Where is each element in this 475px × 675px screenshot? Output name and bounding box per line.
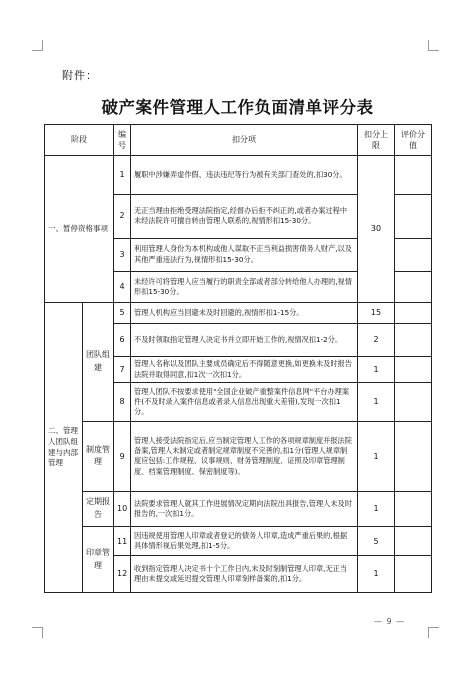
row-number: 4 — [114, 271, 131, 302]
score-cell — [395, 556, 432, 593]
max-score: 2 — [358, 324, 395, 357]
section-suspension: 一、暂停资格事项 — [45, 156, 114, 303]
deduction-item: 管理人团队不按要求使用"全国企业破产重整案件信息网"平台办理案件(不及时录入案件信息或者录入信息出现重大差错),发现一次扣1分。 — [131, 383, 358, 422]
crop-mark-bottom-right — [428, 627, 439, 638]
row-number: 12 — [114, 556, 131, 593]
subsection-report: 定期报告 — [83, 491, 114, 526]
row-number: 7 — [114, 357, 131, 383]
section-team-management: 二、管理人团队组建与内部管理 — [45, 303, 83, 593]
row-number: 6 — [114, 324, 131, 357]
deduction-item: 管理人名称以及团队主要成员确定后不得随意更换,如更换未及时报告法院并取得同意,扣1次一次扣1分。 — [131, 357, 358, 383]
attachment-label: 附件： — [62, 69, 98, 82]
score-cell — [395, 271, 432, 302]
row-number: 11 — [114, 527, 131, 556]
row-number: 2 — [114, 194, 131, 238]
col-header-max: 扣分上限 — [358, 125, 395, 156]
crop-mark-top-left — [32, 40, 43, 51]
row-number: 9 — [114, 422, 131, 492]
score-cell — [395, 156, 432, 195]
deduction-item: 管理人机构应当回避未及时回避的,视情形扣1-15分。 — [131, 303, 358, 324]
table-row — [45, 156, 432, 195]
deduction-item: 管理人接受法院指定后,应当制定管理人工作的各项规章制度并报法院备案,管理人未制定或者制定规章制度不完善的,扣1分(管理人规章制度应包括:工作规程、议事规则、财务管理制度、证照及印章管理制度、档案管理制度、保密制度等)。 — [131, 422, 358, 492]
col-header-score: 评价分值 — [395, 125, 432, 156]
crop-mark-top-right — [428, 40, 439, 51]
row-number: 1 — [114, 156, 131, 195]
deduction-item: 利用管理人身份为本机构或他人谋取不正当利益损害债务人财产,以及其他严重违法行为,视情形扣15-30分。 — [131, 238, 358, 271]
row-number: 3 — [114, 238, 131, 271]
table-row — [45, 527, 432, 556]
score-cell — [395, 527, 432, 556]
score-cell — [395, 422, 432, 492]
col-header-stage: 阶段 — [45, 125, 114, 156]
deduction-item: 收到指定管理人决定书十个工作日内,未及时刻制管理人印章,无正当理由未提交或延迟提交管理人印章刻样备案的,扣1分。 — [131, 556, 358, 593]
subsection-team: 团队组建 — [83, 303, 114, 422]
score-cell — [395, 324, 432, 357]
score-cell — [395, 194, 432, 238]
max-score: 5 — [358, 527, 395, 556]
row-number: 5 — [114, 303, 131, 324]
table-row — [45, 422, 432, 492]
max-score: 15 — [358, 303, 395, 324]
scoring-table — [44, 124, 432, 593]
deduction-item: 不及时领取指定管理人决定书并立即开始工作的,视情况扣1-2分。 — [131, 324, 358, 357]
max-score: 1 — [358, 357, 395, 383]
deduction-item: 无正当理由拒绝受理法院指定,经督办后拒不纠正的,或者办案过程中未经法院许可擅自转由管理人联系的,视情形扣15-30分。 — [131, 194, 358, 238]
col-header-no: 编号 — [114, 125, 131, 156]
row-number: 10 — [114, 491, 131, 526]
table-header-row — [45, 125, 432, 156]
table-row — [45, 491, 432, 526]
crop-mark-bottom-left — [32, 627, 43, 638]
col-header-item: 扣分项 — [131, 125, 358, 156]
max-score: 1 — [358, 422, 395, 492]
score-cell — [395, 383, 432, 422]
max-score: 1 — [358, 556, 395, 593]
shared-max-score: 30 — [358, 156, 395, 303]
page-title: 破产案件管理人工作负面清单评分表 — [101, 98, 374, 117]
score-cell — [395, 303, 432, 324]
subsection-system: 制度管理 — [83, 422, 114, 492]
score-cell — [395, 491, 432, 526]
deduction-item: 因违规使用管理人印章或者登记的债务人印章,造成严重后果的,根据具体情形视后果处理,扣1-5分。 — [131, 527, 358, 556]
max-score: 1 — [358, 491, 395, 526]
deduction-item: 履职中涉嫌弄虚作假、违法违纪等行为被有关部门查处的,扣30分。 — [131, 156, 358, 195]
table-row — [45, 303, 432, 324]
deduction-item: 法院要求管理人就其工作进展情况定期向法院出具报告,管理人未及时报告的,一次扣1分。 — [131, 491, 358, 526]
deduction-item: 未经许可将管理人应当履行的职责全部或者部分转给他人办理的,视情形扣15-30分。 — [131, 271, 358, 302]
score-cell — [395, 238, 432, 271]
max-score: 1 — [358, 383, 395, 422]
score-cell — [395, 357, 432, 383]
row-number: 8 — [114, 383, 131, 422]
page-number: — 9 — — [374, 617, 406, 626]
subsection-seal: 印章管理 — [83, 527, 114, 593]
